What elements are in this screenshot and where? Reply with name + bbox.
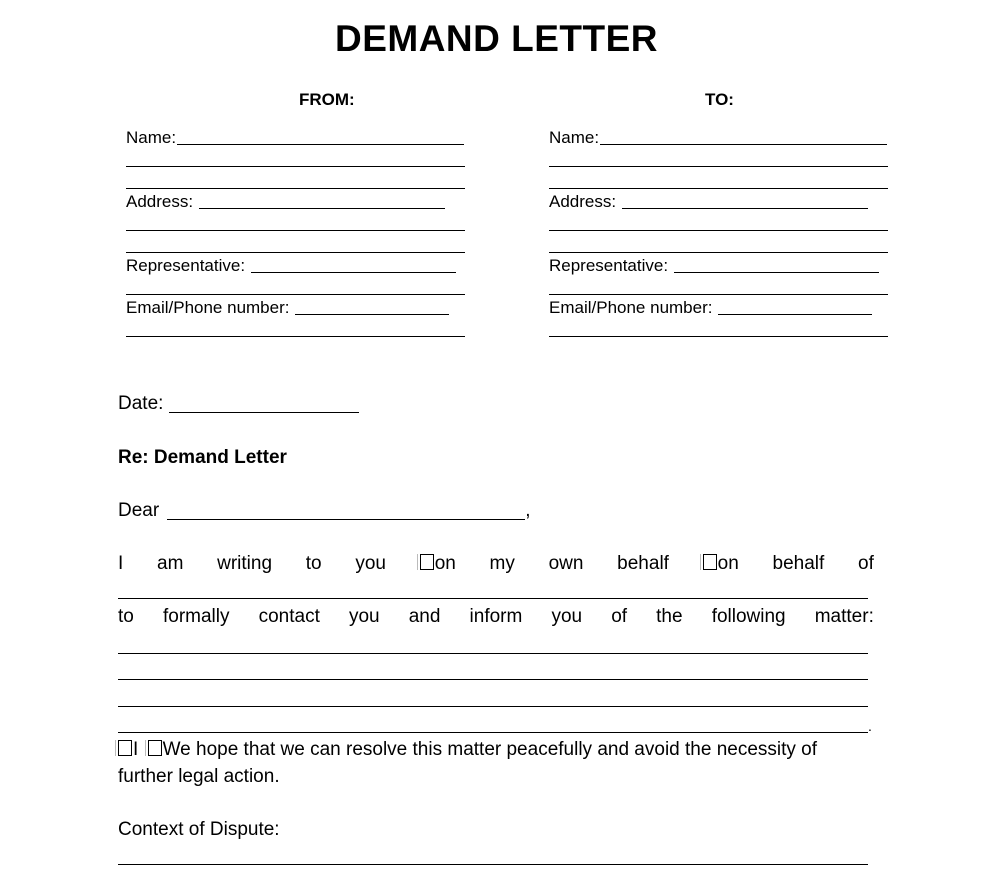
to-name-line-3[interactable] xyxy=(549,188,888,189)
from-contact-label: Email/Phone number: xyxy=(126,298,290,317)
from-name-line[interactable] xyxy=(177,144,464,145)
word: inform xyxy=(469,606,523,627)
matter-line-1[interactable] xyxy=(118,653,868,654)
word: behalf xyxy=(772,553,825,574)
own-behalf-option[interactable]: on xyxy=(420,553,456,575)
matter-line-2[interactable] xyxy=(118,679,868,680)
subject-line: Re: Demand Letter xyxy=(118,447,287,468)
word: you xyxy=(348,606,380,627)
other-behalf-option[interactable]: on xyxy=(703,553,739,575)
from-contact-line-2[interactable] xyxy=(126,336,465,337)
from-representative-field[interactable] xyxy=(126,254,456,276)
from-name-label: Name: xyxy=(126,128,177,147)
date-line[interactable] xyxy=(169,412,359,413)
word: and xyxy=(408,606,441,627)
context-of-dispute-label: Context of Dispute: xyxy=(118,819,280,840)
formally-contact-line xyxy=(118,606,874,628)
to-representative-line-2[interactable] xyxy=(549,294,888,295)
hope-text: We hope that we can resolve this matter peacefully and avoid the necessity of xyxy=(162,739,818,760)
from-name-field[interactable] xyxy=(126,126,464,148)
to-contact-line[interactable] xyxy=(718,314,872,315)
to-address-line-3[interactable] xyxy=(549,252,888,253)
word: own xyxy=(548,553,584,574)
word: following xyxy=(711,606,786,627)
to-representative-field[interactable] xyxy=(549,254,879,276)
matter-line-3[interactable] xyxy=(118,706,868,707)
from-heading: FROM: xyxy=(299,90,355,109)
to-representative-label: Representative: xyxy=(549,256,669,275)
from-address-line[interactable] xyxy=(199,208,445,209)
salutation-comma: , xyxy=(525,500,531,521)
from-address-line-2[interactable] xyxy=(126,230,465,231)
from-representative-label: Representative: xyxy=(126,256,246,275)
own-behalf-checkbox[interactable] xyxy=(420,554,434,570)
word: formally xyxy=(162,606,230,627)
word: the xyxy=(656,606,683,627)
salutation-line[interactable] xyxy=(167,519,525,520)
word: behalf xyxy=(617,553,669,574)
option-i-label: I xyxy=(133,739,139,760)
matter-line-4[interactable] xyxy=(118,732,868,733)
word: I xyxy=(118,553,124,574)
to-name-line-2[interactable] xyxy=(549,166,888,167)
hope-checkbox[interactable] xyxy=(148,740,162,756)
document-title: DEMAND LETTER xyxy=(334,18,659,59)
to-name-label: Name: xyxy=(549,128,600,147)
word: contact xyxy=(258,606,320,627)
to-contact-field[interactable] xyxy=(549,296,872,318)
matter-period: . xyxy=(868,718,872,734)
to-heading: TO: xyxy=(705,90,734,109)
hope-text-continued: further legal action. xyxy=(118,766,280,787)
to-address-label: Address: xyxy=(549,192,617,211)
word: am xyxy=(157,553,184,574)
word: writing xyxy=(217,553,273,574)
word: matter: xyxy=(814,606,874,627)
from-representative-line-2[interactable] xyxy=(126,294,465,295)
from-name-line-3[interactable] xyxy=(126,188,465,189)
to-representative-line[interactable] xyxy=(674,272,879,273)
word: my xyxy=(489,553,515,574)
from-name-line-2[interactable] xyxy=(126,166,465,167)
word: of xyxy=(611,606,628,627)
writing-on-behalf-line xyxy=(118,553,874,575)
from-address-field[interactable] xyxy=(126,190,445,212)
salutation-field[interactable] xyxy=(118,500,530,522)
from-contact-line[interactable] xyxy=(295,314,449,315)
word: you xyxy=(355,553,386,574)
word: of xyxy=(858,553,874,574)
from-address-line-3[interactable] xyxy=(126,252,465,253)
hope-line xyxy=(118,739,817,761)
word: to xyxy=(118,606,134,627)
to-name-field[interactable] xyxy=(549,126,887,148)
word: you xyxy=(551,606,583,627)
date-label: Date: xyxy=(118,393,164,414)
date-field[interactable] xyxy=(118,393,359,415)
to-name-line[interactable] xyxy=(600,144,887,145)
from-contact-field[interactable] xyxy=(126,296,449,318)
context-line-1[interactable] xyxy=(118,864,868,865)
to-contact-label: Email/Phone number: xyxy=(549,298,713,317)
behalf-of-line[interactable] xyxy=(118,598,868,599)
to-address-line[interactable] xyxy=(622,208,868,209)
option-i-checkbox[interactable] xyxy=(118,740,132,756)
salutation-label: Dear xyxy=(118,500,160,521)
to-address-line-2[interactable] xyxy=(549,230,888,231)
word: to xyxy=(305,553,322,574)
from-representative-line[interactable] xyxy=(251,272,456,273)
other-behalf-checkbox[interactable] xyxy=(703,554,717,570)
to-address-field[interactable] xyxy=(549,190,868,212)
to-contact-line-2[interactable] xyxy=(549,336,888,337)
from-address-label: Address: xyxy=(126,192,194,211)
